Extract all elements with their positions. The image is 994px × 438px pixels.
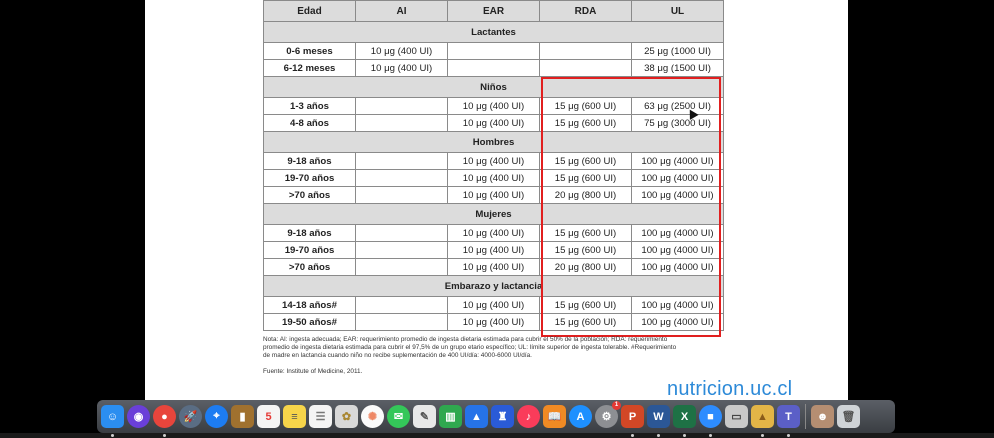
script-editor-icon[interactable] xyxy=(413,405,436,428)
value-cell: 15 μg (600 UI) xyxy=(540,225,632,242)
age-cell: 6-12 meses xyxy=(264,60,356,77)
value-cell: 38 μg (1500 UI) xyxy=(632,60,724,77)
age-cell: 4-8 años xyxy=(264,115,356,132)
value-cell: 10 μg (400 UI) xyxy=(448,314,540,331)
vitamin-d-table xyxy=(263,0,724,331)
presentation-icon[interactable] xyxy=(751,405,774,428)
zoom-glyph: ■ xyxy=(707,410,714,423)
notification-badge: 1 xyxy=(612,401,621,410)
value-cell xyxy=(356,225,448,242)
value-cell: 15 μg (600 UI) xyxy=(540,242,632,259)
value-cell: 15 μg (600 UI) xyxy=(540,98,632,115)
value-cell: 100 μg (4000 UI) xyxy=(632,187,724,204)
screenshot-icon[interactable] xyxy=(725,405,748,428)
footnote-line: Nota: AI: ingesta adecuada; EAR: requerimiento promedio de ingesta dietaria estimada para cubrir el 50% de la población; RDA: requerimiento xyxy=(263,336,668,343)
running-indicator-dot xyxy=(111,434,114,437)
value-cell: 100 μg (4000 UI) xyxy=(632,170,724,187)
group-header: Hombres xyxy=(264,132,724,153)
value-cell: 10 μg (400 UI) xyxy=(448,242,540,259)
table-row xyxy=(264,225,724,242)
reminders-glyph: ☰ xyxy=(315,411,326,423)
podium-icon[interactable] xyxy=(491,405,514,428)
age-cell: 9-18 años xyxy=(264,225,356,242)
value-cell xyxy=(356,98,448,115)
teams-icon[interactable] xyxy=(777,405,800,428)
value-cell: 20 μg (800 UI) xyxy=(540,259,632,276)
dock-running-indicators xyxy=(0,433,994,438)
age-cell: >70 años xyxy=(264,187,356,204)
group-header-row xyxy=(264,77,724,98)
value-cell: 10 μg (400 UI) xyxy=(448,297,540,314)
group-header-row xyxy=(264,276,724,297)
group-header: Lactantes xyxy=(264,22,724,43)
excel-glyph: X xyxy=(680,410,689,423)
notes-book-icon[interactable] xyxy=(231,405,254,428)
value-cell xyxy=(356,259,448,276)
source-citation: Fuente: Institute of Medicine, 2011. xyxy=(263,368,363,375)
script-editor-glyph: ✎ xyxy=(419,411,430,423)
column-header-ul: UL xyxy=(632,1,724,22)
value-cell: 20 μg (800 UI) xyxy=(540,187,632,204)
running-indicator-dot xyxy=(683,434,686,437)
calendar-glyph: 5 xyxy=(265,410,272,423)
value-cell xyxy=(356,187,448,204)
messages-icon[interactable] xyxy=(387,405,410,428)
presentation-glyph: ▲ xyxy=(757,410,768,423)
books-glyph: 📖 xyxy=(547,411,562,423)
value-cell: 100 μg (4000 UI) xyxy=(632,314,724,331)
siri-icon[interactable] xyxy=(127,405,150,428)
webcam-thumbnail-glyph: ☻ xyxy=(816,410,829,423)
photos-icon[interactable] xyxy=(361,405,384,428)
notes-book-glyph: ▮ xyxy=(239,411,246,423)
table-row xyxy=(264,60,724,77)
age-cell: 19-50 años# xyxy=(264,314,356,331)
chrome-icon[interactable] xyxy=(153,405,176,428)
notes-glyph: ≡ xyxy=(291,410,298,423)
age-cell: 14-18 años# xyxy=(264,297,356,314)
system-preferences-icon[interactable] xyxy=(595,402,619,428)
dock-separator xyxy=(805,404,806,429)
value-cell: 63 μg (2500 UI) xyxy=(632,98,724,115)
numbers-glyph: ▥ xyxy=(445,411,456,423)
value-cell: 15 μg (600 UI) xyxy=(540,170,632,187)
value-cell: 15 μg (600 UI) xyxy=(540,297,632,314)
value-cell xyxy=(356,314,448,331)
table-footnote xyxy=(263,336,733,360)
value-cell: 10 μg (400 UI) xyxy=(448,170,540,187)
value-cell: 100 μg (4000 UI) xyxy=(632,242,724,259)
table-row xyxy=(264,187,724,204)
table-row xyxy=(264,297,724,314)
keynote-icon[interactable] xyxy=(465,405,488,428)
column-header-ear: EAR xyxy=(448,1,540,22)
system-preferences-glyph: ⚙ xyxy=(601,411,612,423)
group-header-row xyxy=(264,132,724,153)
age-cell: 9-18 años xyxy=(264,153,356,170)
photo-booth-glyph: ✿ xyxy=(341,411,352,423)
trash-glyph: 🗑 xyxy=(841,411,856,423)
value-cell xyxy=(448,60,540,77)
footnote-line: de madre en lactancia cuando niño no recibe suplementación de 400 UI/día: 4000-6000 UI/día. xyxy=(263,352,532,359)
messages-glyph: ✉ xyxy=(393,411,404,423)
value-cell: 15 μg (600 UI) xyxy=(540,153,632,170)
safari-icon[interactable] xyxy=(205,405,228,428)
screenshot-glyph: ▭ xyxy=(731,411,742,423)
column-header-ai: AI xyxy=(356,1,448,22)
table-row xyxy=(264,43,724,60)
word-icon[interactable] xyxy=(647,405,670,428)
launchpad-glyph: 🚀 xyxy=(183,411,198,423)
value-cell: 15 μg (600 UI) xyxy=(540,115,632,132)
value-cell: 10 μg (400 UI) xyxy=(356,43,448,60)
notes-icon[interactable] xyxy=(283,405,306,428)
table-row xyxy=(264,153,724,170)
word-glyph: W xyxy=(653,410,664,423)
app-store-glyph: A xyxy=(576,410,585,423)
reminders-icon[interactable] xyxy=(309,405,332,428)
zoom-icon[interactable] xyxy=(699,405,722,428)
value-cell: 10 μg (400 UI) xyxy=(448,259,540,276)
table-row xyxy=(264,314,724,331)
value-cell xyxy=(540,43,632,60)
value-cell: 100 μg (4000 UI) xyxy=(632,259,724,276)
running-indicator-dot xyxy=(657,434,660,437)
value-cell: 10 μg (400 UI) xyxy=(356,60,448,77)
excel-icon[interactable] xyxy=(673,405,696,428)
group-header: Mujeres xyxy=(264,204,724,225)
value-cell: 10 μg (400 UI) xyxy=(448,187,540,204)
finder-icon[interactable] xyxy=(101,405,124,428)
books-icon[interactable] xyxy=(543,405,566,428)
value-cell: 100 μg (4000 UI) xyxy=(632,225,724,242)
table-row xyxy=(264,170,724,187)
value-cell: 75 μg (3000 UI) xyxy=(632,115,724,132)
powerpoint-glyph: P xyxy=(628,410,637,423)
running-indicator-dot xyxy=(787,434,790,437)
podium-glyph: ♜ xyxy=(497,411,508,423)
table-row xyxy=(264,98,724,115)
table-row xyxy=(264,242,724,259)
powerpoint-icon[interactable] xyxy=(621,405,644,428)
column-header-rda: RDA xyxy=(540,1,632,22)
group-header-row xyxy=(264,204,724,225)
safari-glyph: ⌖ xyxy=(213,410,220,422)
calendar-icon[interactable] xyxy=(257,405,280,428)
macos-dock xyxy=(97,400,895,433)
value-cell xyxy=(356,153,448,170)
value-cell xyxy=(540,60,632,77)
siri-glyph: ◉ xyxy=(133,411,144,423)
age-cell: 19-70 años xyxy=(264,242,356,259)
teams-glyph: T xyxy=(785,410,792,423)
value-cell xyxy=(356,297,448,314)
music-icon[interactable] xyxy=(517,405,540,428)
running-indicator-dot xyxy=(709,434,712,437)
slide xyxy=(145,0,848,400)
value-cell: 25 μg (1000 UI) xyxy=(632,43,724,60)
trash-icon[interactable] xyxy=(837,405,860,428)
value-cell: 10 μg (400 UI) xyxy=(448,115,540,132)
webcam-thumbnail-icon[interactable] xyxy=(811,405,834,428)
photo-booth-icon[interactable] xyxy=(335,405,358,428)
photos-glyph: ✺ xyxy=(367,411,378,423)
value-cell: 100 μg (4000 UI) xyxy=(632,153,724,170)
chrome-glyph: ● xyxy=(161,410,168,423)
group-header-row xyxy=(264,22,724,43)
column-header-edad: Edad xyxy=(264,1,356,22)
value-cell: 10 μg (400 UI) xyxy=(448,225,540,242)
running-indicator-dot xyxy=(631,434,634,437)
table-header-row xyxy=(264,1,724,22)
age-cell: >70 años xyxy=(264,259,356,276)
value-cell xyxy=(448,43,540,60)
numbers-icon[interactable] xyxy=(439,405,462,428)
value-cell xyxy=(356,242,448,259)
launchpad-icon[interactable] xyxy=(179,405,202,428)
footnote-line: promedio de ingesta dietaria estimada para cubrir el 97,5% de un grupo etario específico; UL: límite superior de ingesta tolerable. #Requerimiento xyxy=(263,344,677,351)
running-indicator-dot xyxy=(163,434,166,437)
table-body xyxy=(264,22,724,331)
value-cell xyxy=(356,170,448,187)
value-cell: 15 μg (600 UI) xyxy=(540,314,632,331)
brand-watermark: nutricion.uc.cl xyxy=(667,378,793,400)
age-cell: 1-3 años xyxy=(264,98,356,115)
value-cell: 10 μg (400 UI) xyxy=(448,98,540,115)
group-header: Embarazo y lactancia xyxy=(264,276,724,297)
value-cell: 10 μg (400 UI) xyxy=(448,153,540,170)
running-indicator-dot xyxy=(761,434,764,437)
keynote-glyph: ▲ xyxy=(471,410,482,423)
vitamin-d-table-container xyxy=(263,0,730,331)
table-row xyxy=(264,259,724,276)
finder-glyph: ☺ xyxy=(106,410,119,423)
app-store-icon[interactable] xyxy=(569,405,592,428)
music-glyph: ♪ xyxy=(525,410,532,423)
value-cell: 100 μg (4000 UI) xyxy=(632,297,724,314)
value-cell xyxy=(356,115,448,132)
age-cell: 19-70 años xyxy=(264,170,356,187)
group-header: Niños xyxy=(264,77,724,98)
age-cell: 0-6 meses xyxy=(264,43,356,60)
table-row xyxy=(264,115,724,132)
